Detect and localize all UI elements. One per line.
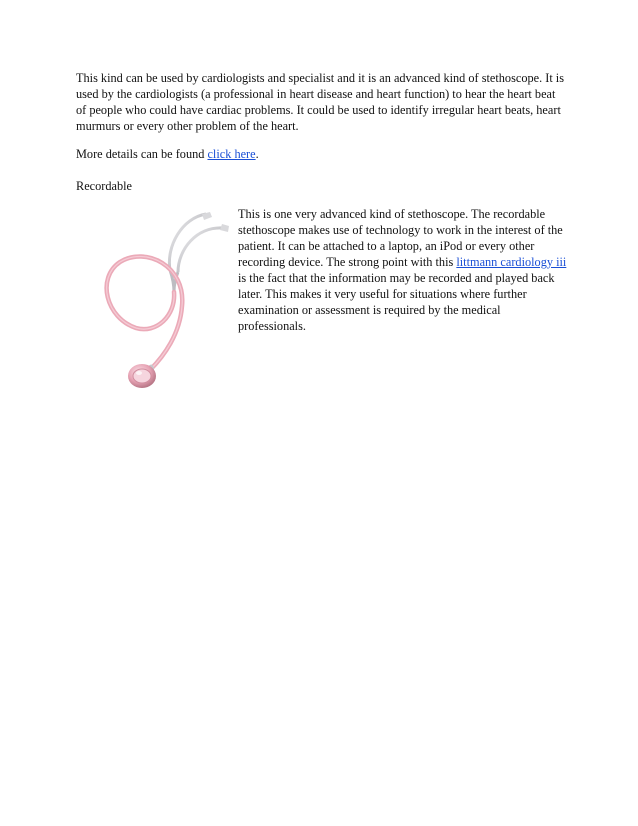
- recordable-text-after: is the fact that the information may be recorded and played back later. This makes it very useful for situations where further examination or assessment is required by the medical professionals.: [238, 271, 555, 333]
- recordable-text-before: This is one very advanced kind of stethoscope. The recordable stethoscope makes use of technology to work in the interest of the patient. It can be attached to a laptop, an iPod or every other recording device. The strong point with this: [238, 207, 563, 269]
- click-here-link[interactable]: click here: [207, 147, 256, 161]
- littmann-cardiology-link[interactable]: littmann cardiology iii: [456, 255, 567, 269]
- recordable-heading: Recordable: [76, 179, 132, 193]
- intro-paragraph: [76, 70, 568, 134]
- more-details-suffix: .: [255, 147, 259, 161]
- intro-paragraph-text: This kind can be used by cardiologists and specialist and it is an advanced kind of stethoscope. It is used by the cardiologists (a professional in heart disease and heart function) to hear the heart beat of people who could have cardiac problems. It could be used to identify irregular heart beats, heart murmurs or every other problem of the heart.: [76, 71, 565, 133]
- stethoscope-image: [86, 206, 234, 392]
- more-details-paragraph: [76, 146, 568, 162]
- more-details-prefix: More details can be found: [76, 147, 208, 161]
- recordable-paragraph: [238, 206, 568, 334]
